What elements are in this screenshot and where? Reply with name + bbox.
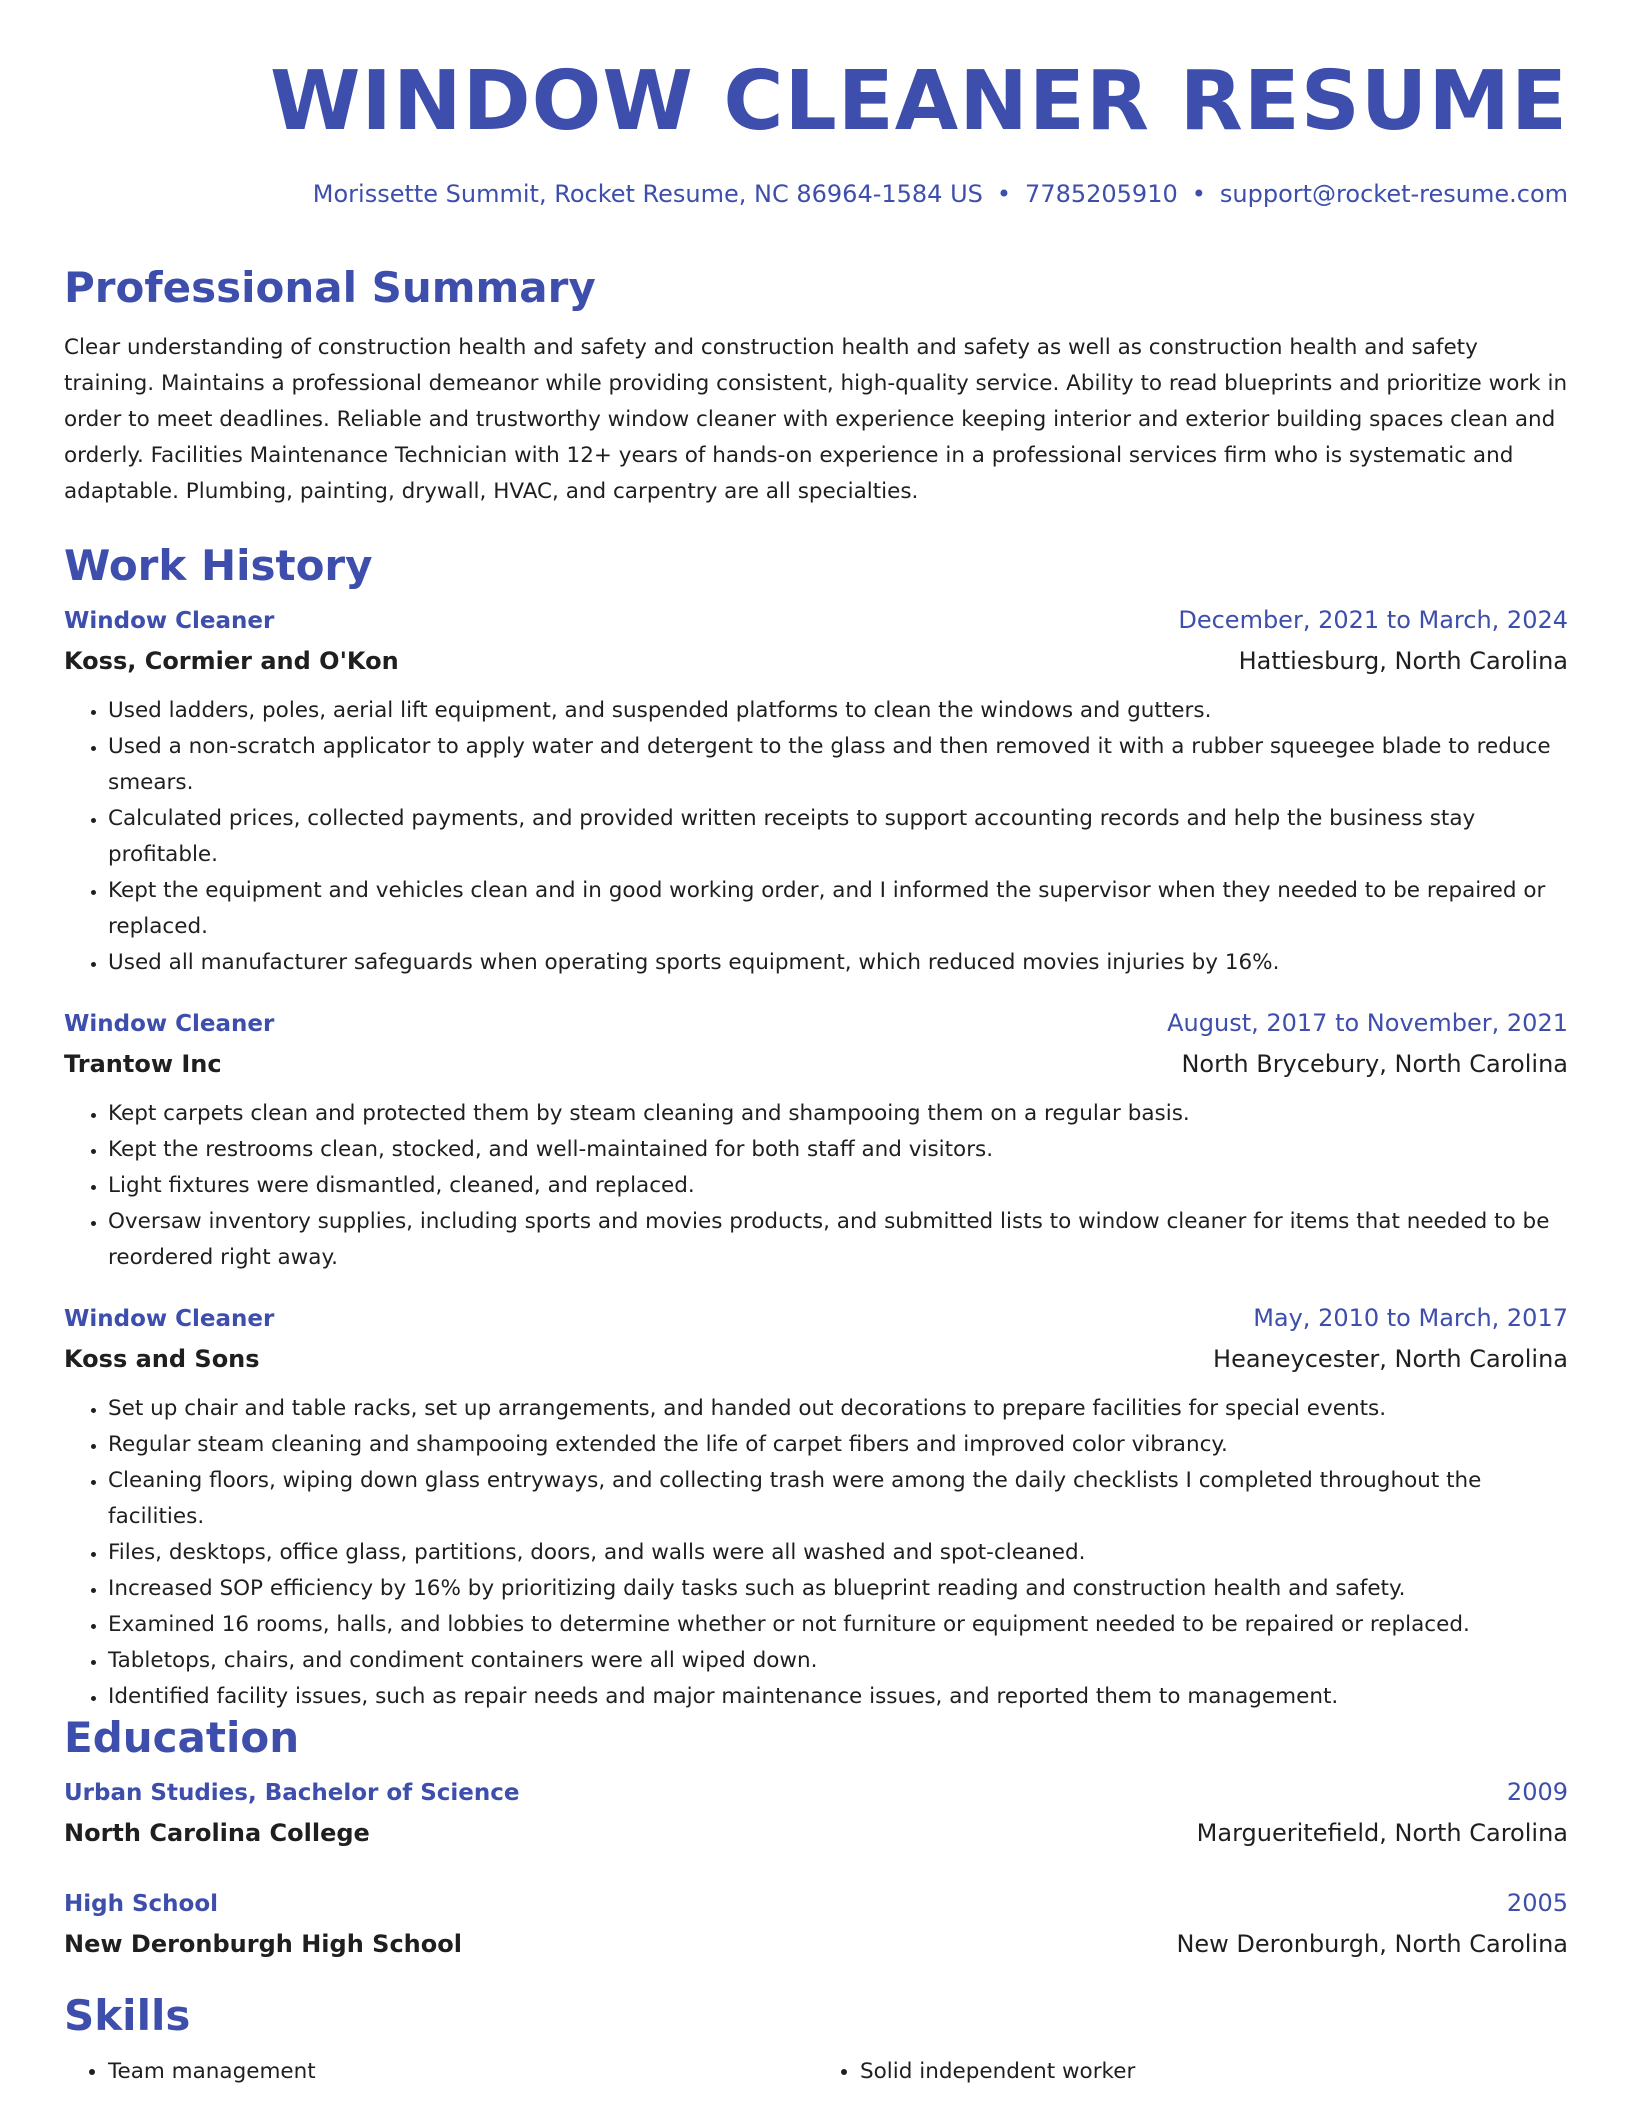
job-location: Hattiesburg, North Carolina	[1238, 647, 1568, 675]
skills-column	[64, 2054, 816, 2090]
education-section	[64, 1712, 1568, 1964]
job-bullet: • Light fixtures were dismantled, cleaned, and replaced.	[108, 1168, 1568, 1204]
job-bullet: • Increased SOP efficiency by 16% by prioritizing daily tasks such as blueprint reading and construction health and safety.	[108, 1571, 1568, 1607]
job-bullet: • Files, desktops, office glass, partitions, doors, and walls were all washed and spot-cleaned.	[108, 1535, 1568, 1571]
job-bullet: • Identified facility issues, such as repair needs and major maintenance issues, and reported them to management.	[108, 1679, 1568, 1715]
education-degree: Urban Studies, Bachelor of Science	[64, 1780, 520, 1806]
education-year: 2009	[1506, 1778, 1568, 1806]
skill-item: • Team management	[108, 2054, 816, 2090]
job-employer: Trantow Inc	[64, 1050, 222, 1078]
education-year: 2005	[1506, 1889, 1568, 1917]
summary-heading: Professional Summary	[64, 263, 596, 312]
contact-separator: •	[996, 180, 1012, 208]
job-bullet: • Used ladders, poles, aerial lift equipment, and suspended platforms to clean the windows and gutters.	[108, 693, 1568, 729]
job-entry	[64, 1003, 1568, 1276]
education-entry	[64, 1772, 1568, 1853]
contact-separator: •	[1191, 180, 1206, 208]
job-dates: August, 2017 to November, 2021	[1167, 1009, 1568, 1037]
summary-text: Clear understanding of construction health and safety and construction health and safety as well as construction health and safety training. Maintains a professional demeanor while providing consistent, high-quality service. Ability to read blueprints and prioritize work in order to meet deadlines. Reliable and trustworthy window cleaner with experience keeping interior and exterior building spaces clean and orderly. Facilities Maintenance Technician with 12+ years of hands-on experience in a professional services firm who is systematic and adaptable. Plumbing, painting, drywall, HVAC, and carpentry are all specialties.	[64, 335, 1568, 504]
job-dates: December, 2021 to March, 2024	[1178, 606, 1568, 634]
education-entry	[64, 1883, 1568, 1964]
job-bullets	[64, 693, 1568, 981]
job-employer: Koss and Sons	[64, 1345, 260, 1373]
skill-item: • Solid independent worker	[860, 2054, 1568, 2090]
summary-section	[64, 262, 1568, 510]
job-bullet: • Set up chair and table racks, set up arrangements, and handed out decorations to prepare facilities for special events.	[108, 1391, 1568, 1427]
job-bullets	[64, 1096, 1568, 1276]
resume-title: WINDOW CLEANER RESUME	[269, 54, 1568, 149]
education-heading: Education	[64, 1713, 300, 1762]
job-bullet: • Calculated prices, collected payments, and provided written receipts to support accounting records and help the business stay profitable.	[108, 801, 1568, 873]
job-bullet: • Cleaning floors, wiping down glass entryways, and collecting trash were among the daily checklists I completed throughout the facilities.	[108, 1463, 1568, 1535]
job-location: Heaneycester, North Carolina	[1213, 1345, 1568, 1373]
education-school: New Deronburgh High School	[64, 1930, 462, 1958]
job-employer: Koss, Cormier and O'Kon	[64, 647, 399, 675]
job-bullet: • Kept the equipment and vehicles clean and in good working order, and I informed the supervisor when they needed to be repaired or replaced.	[108, 873, 1568, 945]
education-degree: High School	[64, 1891, 219, 1917]
job-bullet: • Kept carpets clean and protected them by steam cleaning and shampooing them on a regular basis.	[108, 1096, 1568, 1132]
job-bullet: • Used all manufacturer safeguards when operating sports equipment, which reduced movies injuries by 16%.	[108, 945, 1568, 981]
job-bullet: • Oversaw inventory supplies, including sports and movies products, and submitted lists to window cleaner for items that needed to be reordered right away.	[108, 1204, 1568, 1276]
skills-section	[64, 1990, 1568, 2090]
job-bullet: • Examined 16 rooms, halls, and lobbies to determine whether or not furniture or equipment needed to be repaired or replaced.	[108, 1607, 1568, 1643]
skills-heading: Skills	[64, 1991, 191, 2040]
contact-email: support@rocket-resume.com	[1219, 180, 1568, 208]
job-title: Window Cleaner	[64, 608, 275, 634]
job-bullet: • Tabletops, chairs, and condiment containers were all wiped down.	[108, 1643, 1568, 1679]
contact-line	[313, 178, 1568, 210]
job-title: Window Cleaner	[64, 1306, 275, 1332]
job-dates: May, 2010 to March, 2017	[1253, 1304, 1568, 1332]
job-entry	[64, 1298, 1568, 1715]
education-location: Margueritefield, North Carolina	[1196, 1819, 1568, 1847]
contact-phone: 7785205910	[1025, 180, 1178, 208]
job-bullets	[64, 1391, 1568, 1715]
skills-grid	[64, 2054, 1568, 2090]
work-heading: Work History	[64, 541, 373, 590]
job-location: North Brycebury, North Carolina	[1181, 1050, 1568, 1078]
contact-address: Morissette Summit, Rocket Resume, NC 86964-1584 US	[312, 180, 983, 208]
work-section	[64, 540, 1568, 1715]
skills-column	[816, 2054, 1568, 2090]
job-bullet: • Used a non-scratch applicator to apply water and detergent to the glass and then removed it with a rubber squeegee blade to reduce smears.	[108, 729, 1568, 801]
job-bullet: • Regular steam cleaning and shampooing extended the life of carpet fibers and improved color vibrancy.	[108, 1427, 1568, 1463]
education-location: New Deronburgh, North Carolina	[1176, 1930, 1568, 1958]
education-school: North Carolina College	[64, 1819, 370, 1847]
job-title: Window Cleaner	[64, 1011, 275, 1037]
job-entry	[64, 600, 1568, 981]
job-bullet: • Kept the restrooms clean, stocked, and well-maintained for both staff and visitors.	[108, 1132, 1568, 1168]
